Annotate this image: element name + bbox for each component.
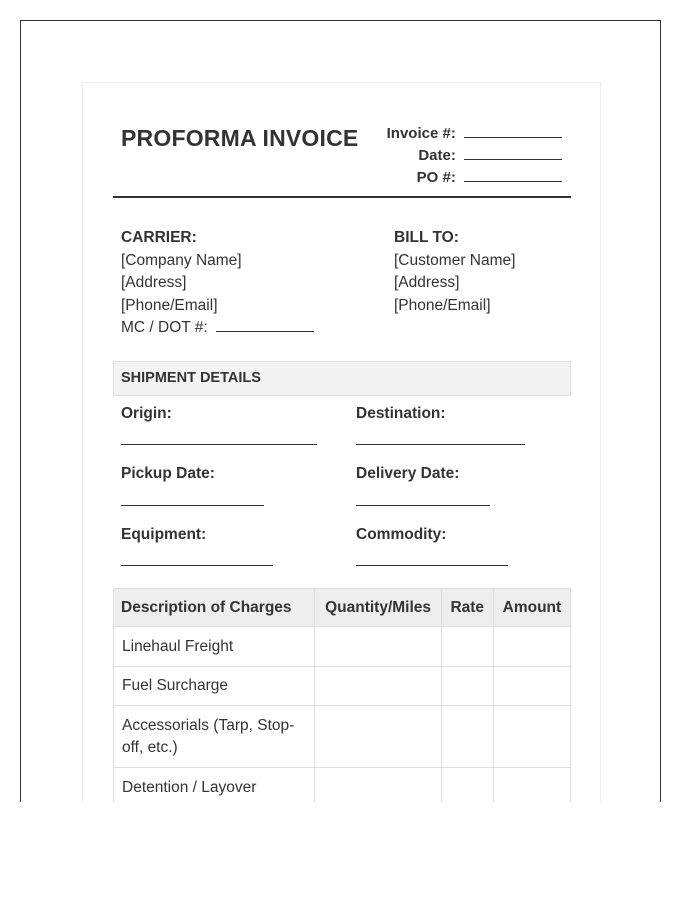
commodity-blank[interactable] bbox=[356, 565, 508, 566]
po-number-row bbox=[417, 167, 562, 186]
pickup-date-blank[interactable] bbox=[121, 505, 264, 506]
amount-cell[interactable] bbox=[493, 706, 570, 768]
carrier-label: CARRIER: bbox=[121, 229, 197, 246]
pickup-date-label: Pickup Date: bbox=[121, 465, 215, 482]
equipment-label: Equipment: bbox=[121, 526, 207, 543]
po-number-blank[interactable] bbox=[464, 167, 562, 182]
carrier-mc-dot-row bbox=[121, 317, 314, 340]
quantity-cell[interactable] bbox=[315, 706, 441, 768]
destination-blank[interactable] bbox=[356, 444, 525, 445]
charges-table bbox=[113, 588, 571, 802]
date-blank[interactable] bbox=[464, 145, 562, 160]
charge-description: Fuel Surcharge bbox=[114, 667, 315, 706]
header-divider bbox=[113, 196, 571, 198]
date-label: Date: bbox=[418, 147, 456, 164]
quantity-cell[interactable] bbox=[315, 667, 441, 706]
invoice-number-label: Invoice #: bbox=[386, 125, 456, 142]
carrier-contact: [Phone/Email] bbox=[121, 296, 218, 314]
carrier-block bbox=[121, 227, 314, 340]
amount-cell[interactable] bbox=[493, 627, 570, 667]
quantity-cell[interactable] bbox=[315, 768, 441, 803]
mc-dot-blank[interactable] bbox=[216, 317, 314, 332]
delivery-date-label: Delivery Date: bbox=[356, 465, 460, 482]
equipment-blank[interactable] bbox=[121, 565, 273, 566]
commodity-label: Commodity: bbox=[356, 526, 447, 543]
bill-to-address: [Address] bbox=[394, 274, 460, 291]
table-row bbox=[114, 627, 571, 667]
rate-cell[interactable] bbox=[441, 667, 493, 706]
bill-to-label: BILL TO: bbox=[394, 229, 459, 246]
charge-description: Linehaul Freight bbox=[114, 627, 315, 667]
mc-dot-label: MC / DOT #: bbox=[121, 319, 208, 336]
column-description: Description of Charges bbox=[114, 589, 315, 627]
date-row bbox=[418, 145, 562, 164]
rate-cell[interactable] bbox=[441, 627, 493, 667]
column-amount: Amount bbox=[493, 589, 570, 627]
column-quantity-miles: Quantity/Miles bbox=[315, 589, 441, 627]
rate-cell[interactable] bbox=[441, 768, 493, 803]
charges-header-row bbox=[114, 589, 571, 627]
page-title: PROFORMA INVOICE bbox=[121, 125, 359, 151]
table-row bbox=[114, 706, 571, 768]
invoice-number-blank[interactable] bbox=[464, 123, 562, 138]
carrier-company: [Company Name] bbox=[121, 251, 242, 269]
delivery-date-blank[interactable] bbox=[356, 505, 490, 506]
destination-label: Destination: bbox=[356, 405, 446, 422]
document-frame bbox=[20, 20, 661, 802]
carrier-address: [Address] bbox=[121, 274, 187, 291]
table-row bbox=[114, 667, 571, 706]
rate-cell[interactable] bbox=[441, 706, 493, 768]
po-number-label: PO #: bbox=[416, 169, 456, 186]
invoice-number-row bbox=[387, 123, 562, 142]
amount-cell[interactable] bbox=[493, 667, 570, 706]
bill-to-customer: [Customer Name] bbox=[394, 251, 516, 269]
bill-to-block bbox=[394, 227, 515, 317]
shipment-details-heading: SHIPMENT DETAILS bbox=[113, 361, 571, 396]
amount-cell[interactable] bbox=[493, 768, 570, 803]
invoice-page bbox=[82, 82, 601, 802]
origin-blank[interactable] bbox=[121, 444, 317, 445]
table-row bbox=[114, 768, 571, 803]
bill-to-contact: [Phone/Email] bbox=[394, 296, 491, 314]
quantity-cell[interactable] bbox=[315, 627, 441, 667]
charge-description: Accessorials (Tarp, Stop-off, etc.) bbox=[114, 706, 315, 768]
charge-description: Detention / Layover bbox=[114, 768, 315, 803]
column-rate: Rate bbox=[441, 589, 493, 627]
origin-label: Origin: bbox=[121, 405, 172, 422]
viewport-bottom-margin bbox=[0, 802, 700, 900]
